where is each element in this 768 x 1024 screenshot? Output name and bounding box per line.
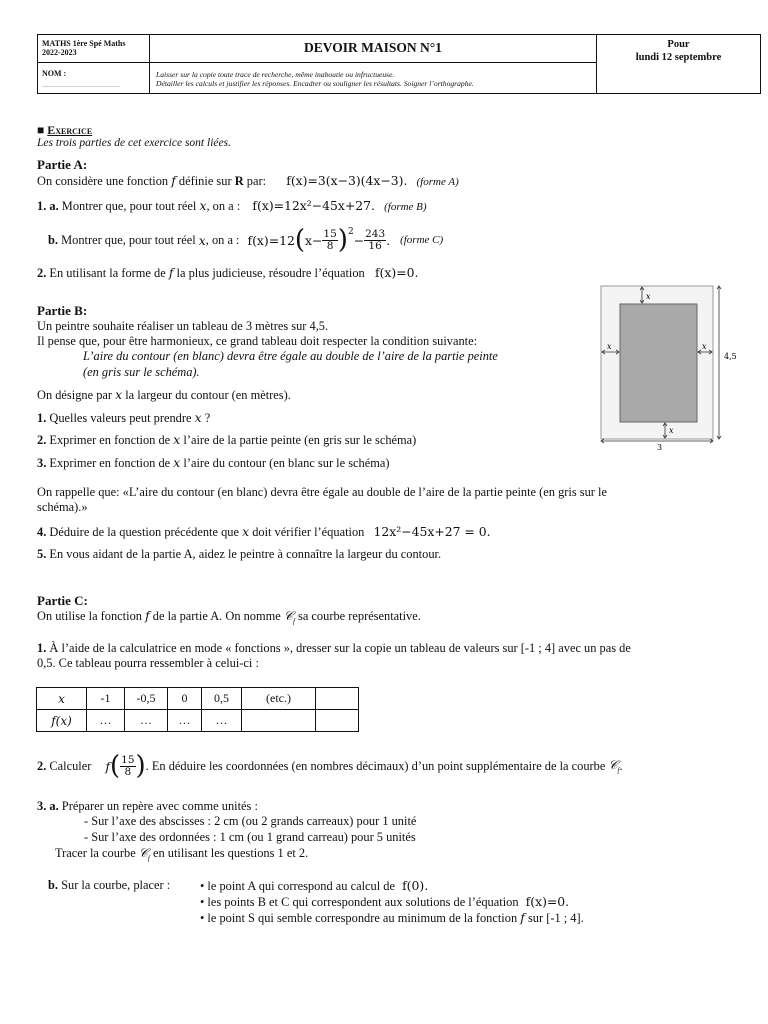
partB-q5: 5. En vous aidant de la partie A, aidez le peintre à connaître la largeur du contour. [37,547,442,561]
partC-q1-line1: 1. À l’aide de la calculatrice en mode « fonctions », dresser sur la copie un tableau de valeurs sur [-1 ; 4] avec un pas de [37,641,631,655]
label-width: 3 [657,443,663,452]
partB-line2: Il pense que, pour être harmonieux, ce grand tableau doit respecter la condition suivante: [37,334,478,348]
partC-q3a-trace: Tracer la courbe 𝒞$_f$ en utilisant les questions 1 et 2. [55,846,309,863]
painting-diagram [595,282,745,452]
subject: MATHS 1ère Spé Maths [42,39,126,48]
partC-title: Partie C: [37,593,88,608]
square-bullet-icon: ■ [37,123,48,137]
label-x-top: x [646,292,651,301]
partC-q2: 2. Calculer f ( $\frac{15}{8}$ ) . En déduire les coordonnées (en nombres décimaux) d’un point supplémentaire de la courbe 𝒞$_f$ . [37,751,623,781]
partA-q2: 2. En utilisant la forme de f la plus judicieuse, résoudre l’équation f(x)=0. [37,265,419,280]
header-box [37,34,761,94]
partB-q1: 1. Quelles valeurs peut prendre x ? [37,410,211,425]
label-x-left: x [607,342,612,351]
partB-line1: Un peintre souhaite réaliser un tableau de 3 mètres sur 4,5. [37,319,329,333]
name-label: NOM : [42,69,67,78]
painted-area [620,304,697,422]
due-date: lundi 12 septembre [635,52,722,63]
partB-q4: 4. Déduire de la question précédente que x doit vérifier l’équation 12x²−45x+27 = 0. [37,524,491,539]
table-row: f(x) … … … … [37,710,359,732]
partB-condition-2: (en gris sur le schéma). [83,365,200,379]
year: 2022-2023 [42,48,77,57]
header-center-cell [150,35,597,93]
partA-q1a: 1. a. Montrer que, pour tout réel x, on a : f(x)=12x²−45x+27. (forme B) [37,198,427,213]
partC-q3b: b. Sur la courbe, placer : [48,878,171,892]
partB-recall-1: On rappelle que: «L’aire du contour (en blanc) devra être égale au double de l’aire de la partie peinte (en gris sur le [37,485,607,499]
label-height: 4,5 [724,352,737,361]
formula-C: f(x)=12 ( x− $\frac{15}{8}$ ) $^2$ − $\frac{243}{16}$ . [247,225,391,255]
formula-A: f(x)=3(x−3)(4x−3). [286,173,408,188]
label-x-right: x [702,342,707,351]
partC-q3b-point-S: • le point S qui semble correspondre au minimum de la fonction f sur [-1 ; 4]. [200,910,584,925]
partC-q3a-abscissa: - Sur l’axe des abscisses : 2 cm (ou 2 grands carreaux) pour 1 unité [84,814,417,828]
instruction-1: Laisser sur la copie toute trace de recherche, même inaboutie ou infructueuse. [156,70,395,79]
partC-q3a-ordinate: - Sur l’axe des ordonnées : 1 cm (ou 1 grand carreau) pour 5 unités [84,830,416,844]
partA-title: Partie A: [37,157,88,172]
instruction-2: Détailler les calculs et justifier les réponses. Encadrer ou souligner les résultats. Soigner l’orthographe. [156,79,474,88]
partC-line1: On utilise la fonction f de la partie A. On nomme 𝒞$_f$ sa courbe représentative. [37,608,421,626]
partB-line5: On désigne par x la largeur du contour (en mètres). [37,387,291,402]
label-x-bottom: x [669,426,674,435]
partB-condition-1: L’aire du contour (en blanc) devra être égale au double de l’aire de la partie peinte [83,349,498,363]
partC-q3b-point-A: • le point A qui correspond au calcul de f(0). [200,878,429,893]
partB-recall-2: schéma).» [37,500,88,514]
header-right-cell [597,35,760,93]
partB-title: Partie B: [37,303,88,318]
exercise-title: ■ Exercice [37,123,93,137]
partC-q3a: 3. a. Préparer un repère avec comme unités : [37,799,258,813]
header-left-cell [38,35,150,93]
partA-line1: On considère une fonction f définie sur R par: f(x)=3(x−3)(4x−3). (forme A) [37,173,459,188]
partC-q1-line2: 0,5. Ce tableau pourra ressembler à celui-ci : [37,656,259,670]
partB-q3: 3. Exprimer en fonction de x l’aire du contour (en blanc sur le schéma) [37,455,390,470]
due-label: Pour [667,39,690,50]
page-title: DEVOIR MAISON N°1 [304,40,442,55]
name-dots: ………………………………… [42,83,120,89]
partB-q2: 2. Exprimer en fonction de x l’aire de la partie peinte (en gris sur le schéma) [37,432,417,447]
formula-B: f(x)=12x²−45x+27. [252,198,375,213]
table-row: x -1 -0,5 0 0,5 (etc.) [37,688,359,710]
exercise-intro: Les trois parties de cet exercice sont liées. [37,137,231,149]
partC-q3b-points-BC: • les points B et C qui correspondent aux solutions de l’équation f(x)=0. [200,894,570,909]
partA-q1b: b. Montrer que, pour tout réel x , on a : f(x)=12 ( x− $\frac{15}{8}$ ) $^2$ − $\frac{243}{16}$ . (forme C) [48,225,444,255]
values-table [36,687,359,732]
